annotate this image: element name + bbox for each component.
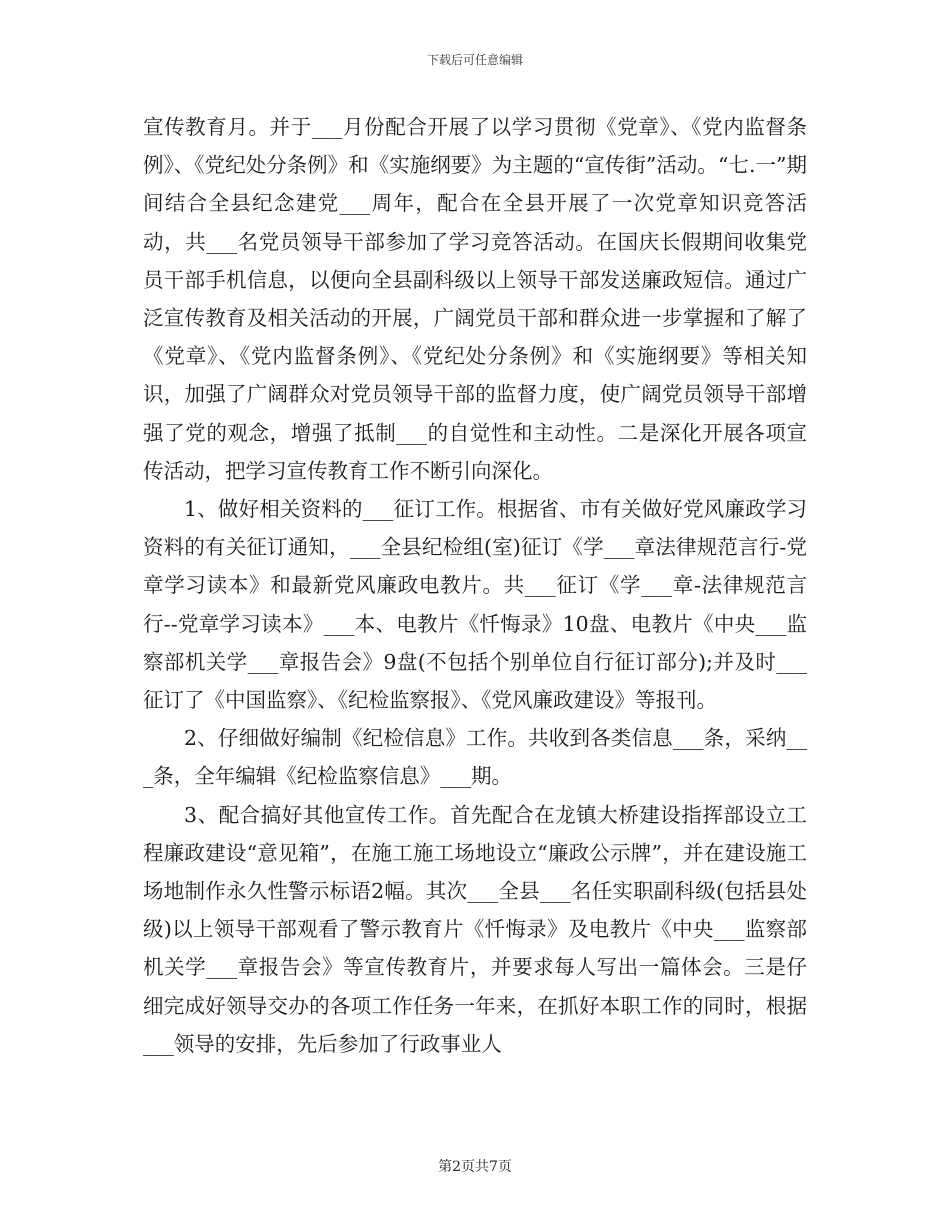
document-body (143, 108, 807, 1063)
paragraph-item-3: 3、配合搞好其他宣传工作。首先配合在龙镇大桥建设指挥部设立工程廉政建设“意见箱”，在施工施工场地设立“廉政公示牌”，并在建设施工场地制作永久性警示标语2幅。其次___全县___名任实职副科级(包括县处级)以上领导干部观看了警示教育片《忏悔录》及电教片《中央___监察部机关学___章报告会》等宣传教育片，并要求每人写出一篇体会。三是仔细完成好领导交办的各项工作任务一年来，在抓好本职工作的同时，根据___领导的安排，先后参加了行政事业人 (143, 802, 807, 1056)
paragraph-item-2: 2、仔细做好编制《纪检信息》工作。共收到各类信息___条，采纳___条，全年编辑《纪检监察信息》___期。 (143, 726, 807, 789)
page-footer (0, 1158, 950, 1176)
paragraph-continuation: 宣传教育月。并于___月份配合开展了以学习贯彻《党章》、《党内监督条例》、《党纪处分条例》和《实施纲要》为主题的“宣传街”活动。“七.一”期间结合全县纪念建党___周年，配合在全县开展了一次党章知识竞答活动，共___名党员领导干部参加了学习竞答活动。在国庆长假期间收集党员干部手机信息，以便向全县副科级以上领导干部发送廉政短信。通过广泛宣传教育及相关活动的开展，广阔党员干部和群众进一步掌握和了解了《党章》、《党内监督条例》、《党纪处分条例》和《实施纲要》等相关知识，加强了广阔群众对党员领导干部的监督力度，使广阔党员领导干部增强了党的观念，增强了抵制___的自觉性和主动性。二是深化开展各项宣传活动，把学习宣传教育工作不断引向深化。 (143, 115, 807, 483)
page-number: 第2页共7页 (438, 1159, 512, 1175)
header-note: 下载后可任意编辑 (426, 53, 523, 67)
page-header (0, 52, 950, 68)
paragraph-item-1: 1、做好相关资料的___征订工作。根据省、市有关做好党风廉政学习资料的有关征订通知，___全县纪检组(室)征订《学___章法律规范言行-党章学习读本》和最新党风廉政电教片。共___征订《学___章-法律规范言行--党章学习读本》___本、电教片《忏悔录》10盘、电教片《中央___监察部机关学___章报告会》9盘(不包括个别单位自行征订部分);并及时___征订了《中国监察》、《纪检监察报》、《党风廉政建设》等报刊。 (143, 497, 807, 713)
